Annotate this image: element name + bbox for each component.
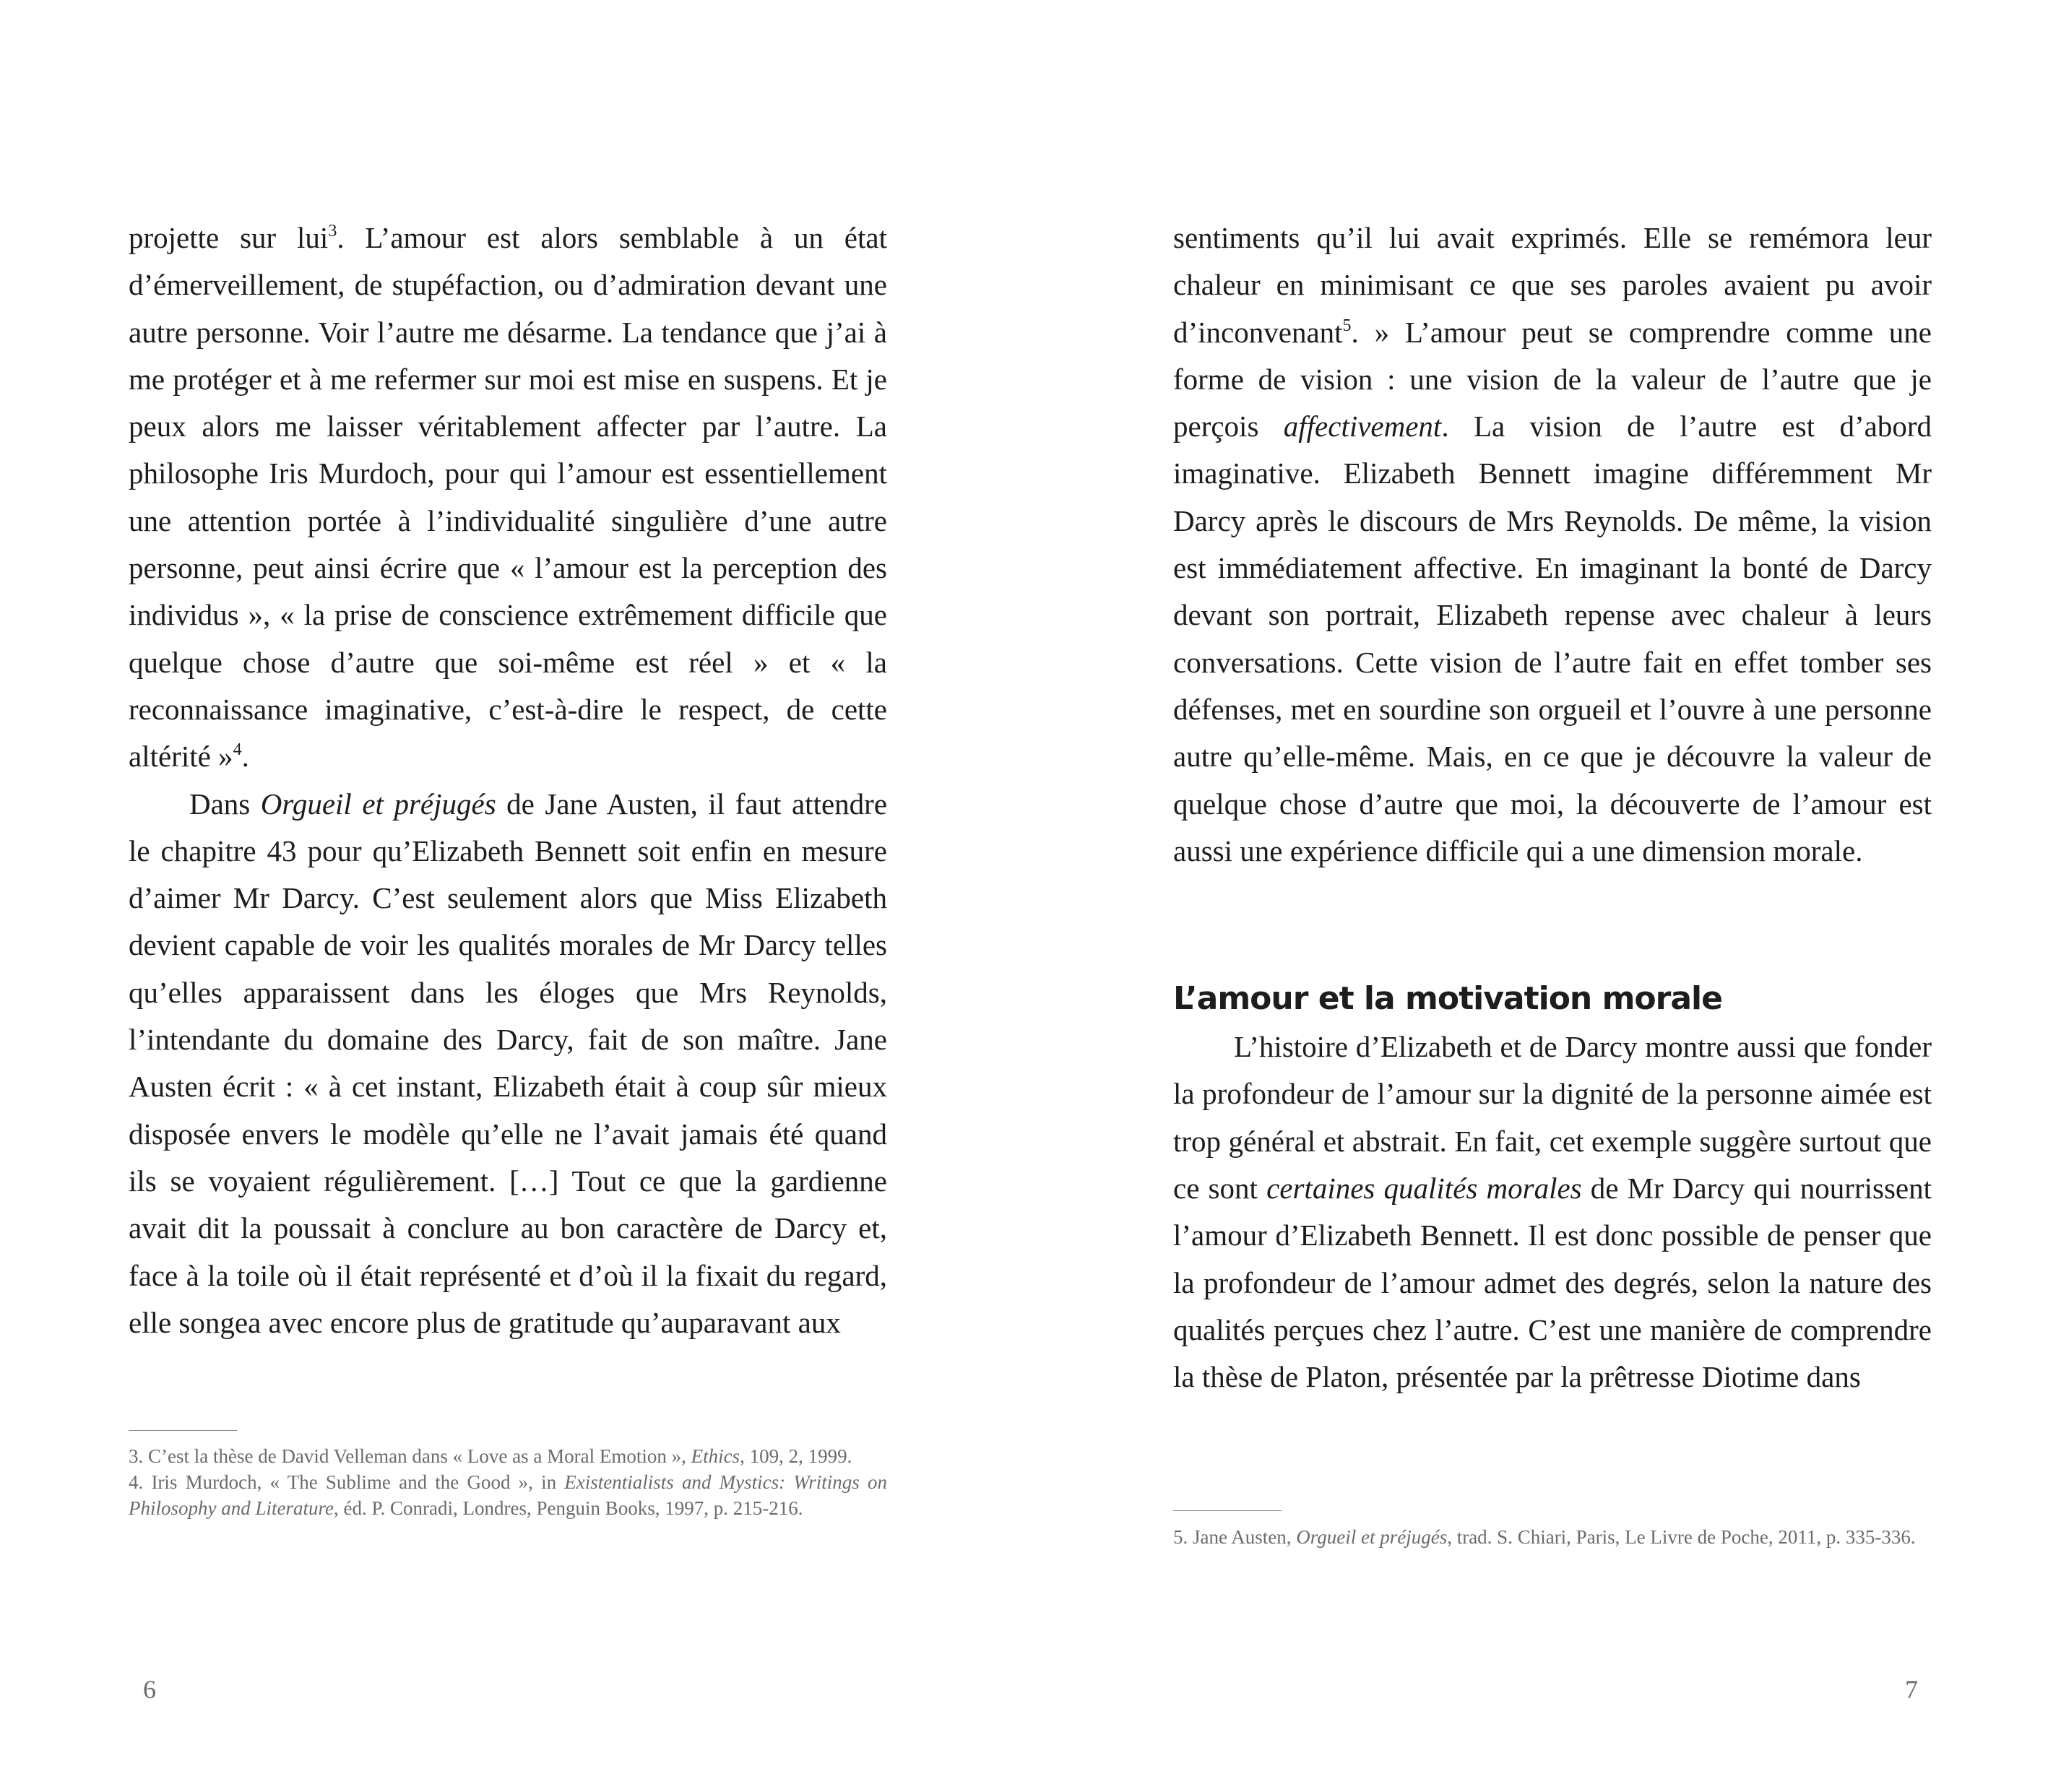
- left-footnotes: [129, 1443, 887, 1521]
- right-footnotes: [1173, 1524, 1932, 1550]
- footnote-ref[interactable]: 4: [233, 740, 242, 760]
- page-number: 7: [1905, 1675, 1918, 1704]
- footnote: 5. Jane Austen, Orgueil et préjugés, trad. S. Chiari, Paris, Le Livre de Poche, 2011, p. 335-336.: [1173, 1526, 1916, 1548]
- footnote-ref[interactable]: 5: [1342, 316, 1352, 335]
- paragraph: Dans Orgueil et préjugés de Jane Austen, il faut attendre le chapitre 43 pour qu’Elizabeth Bennett soit enfin en mesure d’aimer Mr Darcy. C’est seulement alors que Miss Elizabeth devient capable de voir les qualités morales de Mr Darcy telles qu’elles apparaissent dans les éloges que Mrs Reynolds, l’intendante du domaine des Darcy, fait de son maître. Jane Austen écrit : « à cet instant, Elizabeth était à coup sûr mieux disposée envers le modèle qu’elle ne l’avait jamais été quand ils se voyaient régulièrement. […] Tout ce que la gardienne avait dit la poussait à conclure au bon caractère de Darcy et, face à la toile où il était représenté et d’où il la fixait du regard, elle songea avec encore plus de gratitude qu’auparavant aux: [129, 787, 888, 1339]
- paragraph: sentiments qu’il lui avait exprimés. Elle se remémora leur chaleur en minimisant ce que ses paroles avaient pu avoir d’inconvenant$^5$. » L’amour peut se comprendre comme une forme de vision : une vision de la valeur de l’autre que je perçois affectivement. La vision de l’autre est d’abord imaginative. Elizabeth Bennett imagine différemment Mr Darcy après le discours de Mrs Reynolds. De même, la vision est immédiatement affective. En imaginant la bonté de Darcy devant son portrait, Elizabeth repense avec chaleur à leurs conversations. Cette vision de l’autre fait en effet tomber ses défenses, met en sourdine son orgueil et l’ouvre à une personne autre qu’elle-même. Mais, en ce que je découvre la valeur de quelque chose d’autre que moi, la découverte de l’amour est aussi une expérience difficile qui a une dimension morale.: [1173, 221, 1932, 867]
- footnote: 4. Iris Murdoch, « The Sublime and the Good », in Existentialists and Mystics: Writings on Philosophy and Literature, éd. P. Conradi, Londres, Penguin Books, 1997, p. 215-216.: [129, 1471, 888, 1519]
- footnote-separator: [129, 1430, 237, 1431]
- page-number: 6: [143, 1675, 156, 1704]
- paragraph: projette sur lui$^3$. L’amour est alors semblable à un état d’émerveillement, de stupéfaction, ou d’admiration devant une autre personne. Voir l’autre me désarme. La tendance que j’ai à me protéger et à me refermer sur moi est mise en suspens. Et je peux alors me laisser véritablement affecter par l’autre. La philosophe Iris Murdoch, pour qui l’amour est essentiellement une attention portée à l’individualité singulière d’une autre personne, peut ainsi écrire que « l’amour est la perception des individus », « la prise de conscience extrêmement difficile que quelque chose d’autre que soi-même est réel » et « la reconnaissance imaginative, c’est-à-dire le respect, de cette altérité »$^4$.: [129, 221, 887, 774]
- footnote: 3. C’est la thèse de David Velleman dans « Love as a Moral Emotion », Ethics, 109, 2, 1999.: [129, 1445, 852, 1467]
- right-body-text: [1173, 215, 1932, 1401]
- section-heading: L’amour et la motivation morale: [1173, 980, 1722, 1018]
- paragraph: L’histoire d’Elizabeth et de Darcy montre aussi que fonder la profondeur de l’amour sur la dignité de la personne aimée est trop général et abstrait. En fait, cet exemple suggère surtout que ce sont certaines qualités morales de Mr Darcy qui nourrissent l’amour d’Elizabeth Bennett. Il est donc possible de penser que la profondeur de l’amour admet des degrés, selon la nature des qualités perçues chez l’autre. C’est une manière de comprendre la thèse de Platon, présentée par la prêtresse Diotime dans: [1173, 1030, 1932, 1394]
- left-body-text: [129, 215, 887, 1346]
- footnote-separator: [1173, 1510, 1282, 1511]
- right-page: [1024, 0, 2048, 1792]
- footnote-ref[interactable]: 3: [328, 222, 337, 241]
